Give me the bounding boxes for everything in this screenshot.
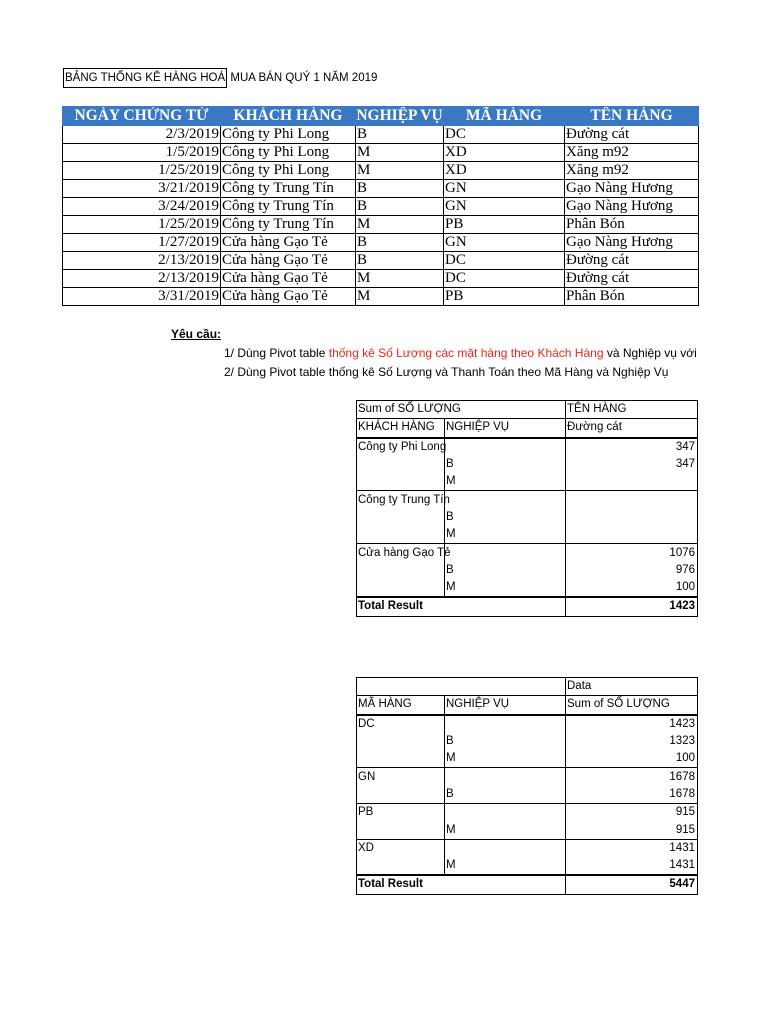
pivot1-group-spacer: [445, 491, 566, 509]
pivot2-group-label[interactable]: PB: [357, 804, 445, 822]
pivot2-sub-spacer: [357, 786, 445, 804]
operation-cell[interactable]: B: [356, 252, 444, 270]
table-row: [63, 162, 699, 180]
requirement-1: [224, 346, 702, 360]
title-selected-cell[interactable]: BẢNG THỐNG KÊ HÀNG HOÁ: [63, 68, 227, 88]
pivot2-row-field-code[interactable]: MÃ HÀNG: [357, 696, 445, 715]
product-name-cell[interactable]: Gạo Nàng Hương: [565, 198, 699, 216]
title-rest: MUA BÁN QUÝ 1 NĂM 2019: [227, 72, 378, 84]
pivot1-group-spacer: [445, 438, 566, 456]
customer-cell[interactable]: Công ty Phi Long: [221, 144, 356, 162]
pivot-table-customer: [356, 400, 698, 617]
customer-cell[interactable]: Cửa hàng Gạo Tẻ: [221, 252, 356, 270]
operation-cell[interactable]: B: [356, 234, 444, 252]
operation-cell[interactable]: M: [356, 144, 444, 162]
pivot2-total-value: 5447: [566, 875, 698, 894]
pivot1-sub-value[interactable]: 976: [566, 562, 698, 579]
date-cell[interactable]: 1/25/2019: [63, 216, 221, 234]
date-cell[interactable]: 2/13/2019: [63, 252, 221, 270]
date-cell[interactable]: 3/21/2019: [63, 180, 221, 198]
pivot2-data-label[interactable]: Data: [566, 678, 698, 696]
operation-cell[interactable]: M: [356, 270, 444, 288]
pivot1-header-row: [357, 401, 698, 419]
product-code-cell[interactable]: XD: [444, 144, 565, 162]
pivot2-group-row: [357, 768, 698, 786]
pivot2-group-row: [357, 839, 698, 857]
product-name-cell[interactable]: Gạo Nàng Hương: [565, 234, 699, 252]
pivot1-group-spacer: [445, 544, 566, 562]
pivot1-sub-row: [357, 509, 698, 526]
operation-cell[interactable]: M: [356, 162, 444, 180]
sales-data-table: [62, 106, 699, 306]
table-row: [63, 216, 699, 234]
pivot2-sub-row: [357, 821, 698, 839]
requirements-label: Yêu cầu:: [171, 327, 222, 341]
pivot1-sub-spacer: [357, 473, 445, 491]
product-name-cell[interactable]: Xăng m92: [565, 144, 699, 162]
pivot1-corner[interactable]: Sum of SỐ LƯỢNG: [357, 401, 566, 419]
sheet-title: [63, 68, 377, 88]
pivot2-sub-value[interactable]: 1678: [566, 786, 698, 804]
header-customer[interactable]: KHÁCH HÀNG: [221, 107, 356, 126]
pivot2-group-label[interactable]: DC: [357, 715, 445, 733]
header-product-code[interactable]: MÃ HÀNG: [444, 107, 565, 126]
pivot1-sub-row: [357, 579, 698, 597]
product-name-cell[interactable]: Gạo Nàng Hương: [565, 180, 699, 198]
pivot1-group-row: [357, 491, 698, 509]
pivot2-sub-label[interactable]: B: [445, 733, 566, 750]
pivot2-sub-spacer: [357, 821, 445, 839]
customer-cell[interactable]: Công ty Phi Long: [221, 162, 356, 180]
pivot1-column-field[interactable]: TÊN HÀNG: [566, 401, 698, 419]
operation-cell[interactable]: B: [356, 180, 444, 198]
pivot2-group-spacer: [445, 839, 566, 857]
pivot2-row-field-operation[interactable]: NGHIỆP VỤ: [445, 696, 566, 715]
pivot1-sub-label[interactable]: B: [445, 456, 566, 473]
pivot1-sub-label[interactable]: B: [445, 509, 566, 526]
pivot1-sub-value[interactable]: [566, 526, 698, 544]
pivot2-sub-row: [357, 786, 698, 804]
date-cell[interactable]: 2/3/2019: [63, 126, 221, 144]
pivot1-sub-value[interactable]: [566, 473, 698, 491]
operation-cell[interactable]: B: [356, 198, 444, 216]
pivot2-sub-spacer: [357, 750, 445, 768]
pivot1-total-label: Total Result: [357, 597, 566, 616]
pivot2-sub-row: [357, 857, 698, 875]
table-row: [63, 198, 699, 216]
header-date[interactable]: NGÀY CHỨNG TỪ: [63, 107, 221, 126]
customer-cell[interactable]: Cửa hàng Gạo Tẻ: [221, 234, 356, 252]
pivot2-sub-spacer: [357, 857, 445, 875]
table-row: [63, 234, 699, 252]
pivot1-group-total[interactable]: 1076: [566, 544, 698, 562]
table-row: [63, 270, 699, 288]
pivot1-sub-spacer: [357, 509, 445, 526]
product-code-cell[interactable]: DC: [444, 270, 565, 288]
pivot1-sub-row: [357, 562, 698, 579]
customer-cell[interactable]: Công ty Trung Tín: [221, 180, 356, 198]
customer-cell[interactable]: Công ty Trung Tín: [221, 216, 356, 234]
customer-cell[interactable]: Cửa hàng Gạo Tẻ: [221, 288, 356, 306]
pivot2-sub-value[interactable]: 915: [566, 821, 698, 839]
product-code-cell[interactable]: GN: [444, 198, 565, 216]
pivot1-total-value: 1423: [566, 597, 698, 616]
date-cell[interactable]: 2/13/2019: [63, 270, 221, 288]
pivot1-field-row: [357, 419, 698, 438]
pivot1-sub-spacer: [357, 526, 445, 544]
pivot2-total-row: [357, 875, 698, 894]
pivot1-group-row: [357, 544, 698, 562]
table-header-row: [63, 107, 699, 126]
operation-cell[interactable]: M: [356, 288, 444, 306]
pivot2-field-row: [357, 696, 698, 715]
date-cell[interactable]: 1/27/2019: [63, 234, 221, 252]
pivot2-group-label[interactable]: XD: [357, 839, 445, 857]
customer-cell[interactable]: Cửa hàng Gạo Tẻ: [221, 270, 356, 288]
pivot2-sub-value[interactable]: 1431: [566, 857, 698, 875]
product-code-cell[interactable]: GN: [444, 180, 565, 198]
product-code-cell[interactable]: XD: [444, 162, 565, 180]
operation-cell[interactable]: M: [356, 216, 444, 234]
date-cell[interactable]: 1/5/2019: [63, 144, 221, 162]
pivot2-group-total[interactable]: 1423: [566, 715, 698, 733]
header-product-name[interactable]: TÊN HÀNG: [565, 107, 699, 126]
date-cell[interactable]: 1/25/2019: [63, 162, 221, 180]
pivot2-group-total[interactable]: 1431: [566, 839, 698, 857]
pivot2-sub-label[interactable]: M: [445, 821, 566, 839]
pivot2-corner: [357, 678, 566, 696]
pivot2-sub-row: [357, 750, 698, 768]
pivot1-sub-spacer: [357, 579, 445, 597]
customer-cell[interactable]: Công ty Phi Long: [221, 126, 356, 144]
table-row: [63, 252, 699, 270]
table-row: [63, 144, 699, 162]
pivot1-group-label[interactable]: Công ty Phi Long: [357, 438, 445, 456]
pivot1-sub-label[interactable]: M: [445, 579, 566, 597]
customer-cell[interactable]: Công ty Trung Tín: [221, 198, 356, 216]
pivot2-sub-value[interactable]: 1323: [566, 733, 698, 750]
product-name-cell[interactable]: Đường cát: [565, 252, 699, 270]
pivot1-row-field-operation[interactable]: NGHIỆP VỤ: [445, 419, 566, 438]
requirement-2: 2/ Dùng Pivot table thống kê Số Lượng và Thanh Toán theo Mã Hàng và Nghiệp Vụ: [224, 365, 669, 379]
pivot1-group-label[interactable]: Cửa hàng Gạo Tẻ: [357, 544, 445, 562]
product-name-cell[interactable]: Đường cát: [565, 126, 699, 144]
product-code-cell[interactable]: DC: [444, 126, 565, 144]
pivot1-sub-value[interactable]: 100: [566, 579, 698, 597]
pivot2-group-total[interactable]: 1678: [566, 768, 698, 786]
requirement-1-highlight: thống kê Số Lượng các mặt hàng theo Khách Hàng: [328, 346, 604, 360]
product-name-cell[interactable]: Phân Bón: [565, 288, 699, 306]
product-code-cell[interactable]: DC: [444, 252, 565, 270]
pivot2-sub-label[interactable]: B: [445, 786, 566, 804]
requirement-1-end: và Nghiệp vụ với: [603, 346, 697, 360]
pivot1-sub-label[interactable]: M: [445, 473, 566, 491]
header-operation[interactable]: NGHIỆP VỤ: [356, 107, 443, 124]
pivot1-sub-spacer: [357, 456, 445, 473]
pivot2-group-row: [357, 804, 698, 822]
product-code-cell[interactable]: GN: [444, 234, 565, 252]
pivot1-sub-row: [357, 473, 698, 491]
pivot1-sub-value[interactable]: 347: [566, 456, 698, 473]
product-name-cell[interactable]: Xăng m92: [565, 162, 699, 180]
pivot2-total-label: Total Result: [357, 875, 566, 894]
pivot1-group-label[interactable]: Công ty Trung Tín: [357, 491, 445, 509]
pivot2-group-spacer: [445, 715, 566, 733]
pivot2-sub-value[interactable]: 100: [566, 750, 698, 768]
pivot2-group-row: [357, 715, 698, 733]
pivot2-sub-row: [357, 733, 698, 750]
requirement-1-start: 1/ Dùng Pivot table: [224, 346, 329, 360]
pivot2-sub-label[interactable]: M: [445, 857, 566, 875]
pivot1-sub-label[interactable]: B: [445, 562, 566, 579]
pivot1-sub-spacer: [357, 562, 445, 579]
product-code-cell[interactable]: PB: [444, 216, 565, 234]
pivot1-sub-row: [357, 526, 698, 544]
pivot2-group-total[interactable]: 915: [566, 804, 698, 822]
pivot2-group-spacer: [445, 804, 566, 822]
pivot1-sub-row: [357, 456, 698, 473]
product-name-cell[interactable]: Phân Bón: [565, 216, 699, 234]
pivot2-sub-label[interactable]: M: [445, 750, 566, 768]
pivot2-group-label[interactable]: GN: [357, 768, 445, 786]
operation-cell[interactable]: B: [356, 126, 444, 144]
pivot2-group-spacer: [445, 768, 566, 786]
pivot1-column-item[interactable]: Đường cát: [566, 419, 698, 438]
pivot2-measure[interactable]: Sum of SỐ LƯỢNG: [566, 696, 698, 715]
product-code-cell[interactable]: PB: [444, 288, 565, 306]
pivot-table-product: [356, 677, 698, 895]
product-name-cell[interactable]: Đường cát: [565, 270, 699, 288]
pivot1-group-total[interactable]: [566, 491, 698, 509]
table-row: [63, 288, 699, 306]
date-cell[interactable]: 3/31/2019: [63, 288, 221, 306]
pivot1-group-row: [357, 438, 698, 456]
pivot1-sub-label[interactable]: M: [445, 526, 566, 544]
pivot2-header-row: [357, 678, 698, 696]
table-row: [63, 126, 699, 144]
date-cell[interactable]: 3/24/2019: [63, 198, 221, 216]
table-row: [63, 180, 699, 198]
pivot2-sub-spacer: [357, 733, 445, 750]
pivot1-sub-value[interactable]: [566, 509, 698, 526]
pivot1-group-total[interactable]: 347: [566, 438, 698, 456]
pivot1-total-row: [357, 597, 698, 616]
pivot1-row-field-customer[interactable]: KHÁCH HÀNG: [357, 419, 445, 438]
